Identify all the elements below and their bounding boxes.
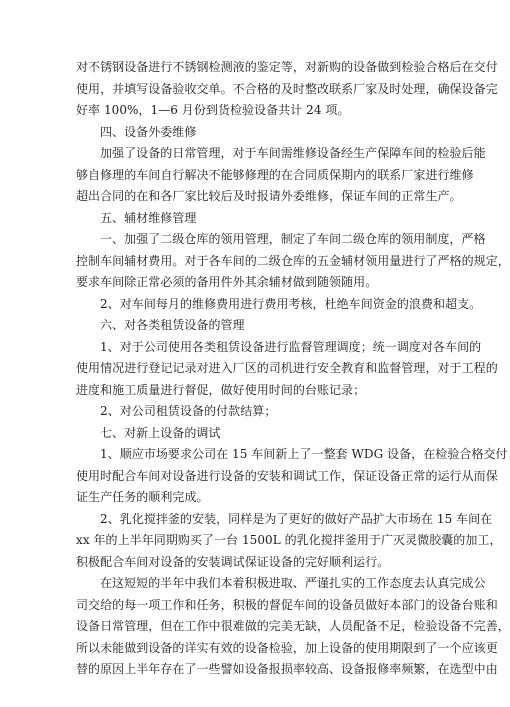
text-line: 要求车间除正常必须的备用件外其余辅材做到随领随用。: [76, 275, 378, 289]
section-heading: 七、对新上设备的调试: [100, 425, 221, 440]
text-line: 使用时配合车间对设备进行设备的安装和调试工作，保证设备正常的运行从而保: [76, 468, 498, 483]
text-line: 1、对于公司使用各类租赁设备进行监督管理调度；统一调度对各车间的: [100, 339, 482, 354]
text-line: 够自修理的车间自行解决不能够修理的在合同质保期内的联系厂家进行维修: [76, 167, 474, 182]
text-line: 超出合同的在和各厂家比较后及时报请外委维修，保证车间的正常生产。: [76, 189, 462, 203]
text-line: 加强了设备的日常管理，对于车间需维修设备经生产保障车间的检验后能: [100, 146, 486, 160]
document-body: [76, 57, 510, 681]
text-line: 替的原因上半年存在了一些譬如设备报损率较高、设备报修率频繁，在选型中由: [76, 662, 498, 676]
text-line: 进度和施工质量进行督促，做好使用时间的台账记录；: [76, 382, 366, 397]
text-line: 所以未能做到设备的详实有效的设备检验，加上设备的使用期限到了一个应该更: [76, 640, 498, 655]
text-line: 对不锈钢设备进行不锈钢检测液的鉴定等，对新购的设备做到检验合格后在交付: [76, 60, 498, 74]
text-line: 证生产任务的顺利完成。: [76, 490, 209, 504]
text-line: 2、对公司租赁设备的付款结算；: [100, 404, 277, 418]
text-line: 使用，并填写设备验收交单。不合格的及时整改联系厂家及时处理，确保设备完: [76, 81, 498, 96]
section-heading: 五、辅材维修管理: [100, 210, 197, 225]
text-line: 设备日常管理，但在工作中很难做的完美无缺，人员配备不足，检验设备不完善，: [76, 619, 510, 633]
text-line: 2、乳化搅拌釜的安装，同样是为了更好的做好产品扩大市场在 15 车间在: [100, 511, 493, 526]
section-heading: 六、对各类租赁设备的管理: [100, 318, 245, 332]
text-line: 司交给的每一项工作和任务，积极的督促车间的设备员做好本部门的设备台账和: [76, 597, 498, 612]
text-line: 控制车间辅材费用。对于各车间的二级仓库的五金辅材领用量进行了严格的规定，: [76, 253, 510, 268]
text-line: 好率 100%，1—6 月份到货检验设备共计 24 项。: [76, 103, 350, 117]
text-line: 一、加强了二级仓库的领用管理，制定了车间二级仓库的领用制度，严格: [100, 232, 486, 246]
text-line: 2、对车间每月的维修费用进行费用考核，杜绝车间资金的浪费和超支。: [100, 296, 482, 311]
text-line: 积极配合车间对设备的安装调试保证设备的完好顺利运行。: [76, 554, 390, 569]
text-line: 在这短短的半年中我们本着积极进取、严谨扎实的工作态度去认真完成公: [100, 576, 486, 590]
text-line: xx 年的上半年同期购买了一台 1500L 的乳化搅拌釜用于广灭灵微胶囊的加工，: [76, 533, 502, 547]
text-line: 使用情况进行登记记录对进入厂区的司机进行安全教育和监督管理，对于工程的: [76, 361, 498, 375]
text-line: 1、顺应市场要求公司在 15 车间新上了一整套 WDG 设备，在检验合格交付: [100, 447, 508, 461]
section-heading: 四、设备外委维修: [100, 124, 197, 139]
